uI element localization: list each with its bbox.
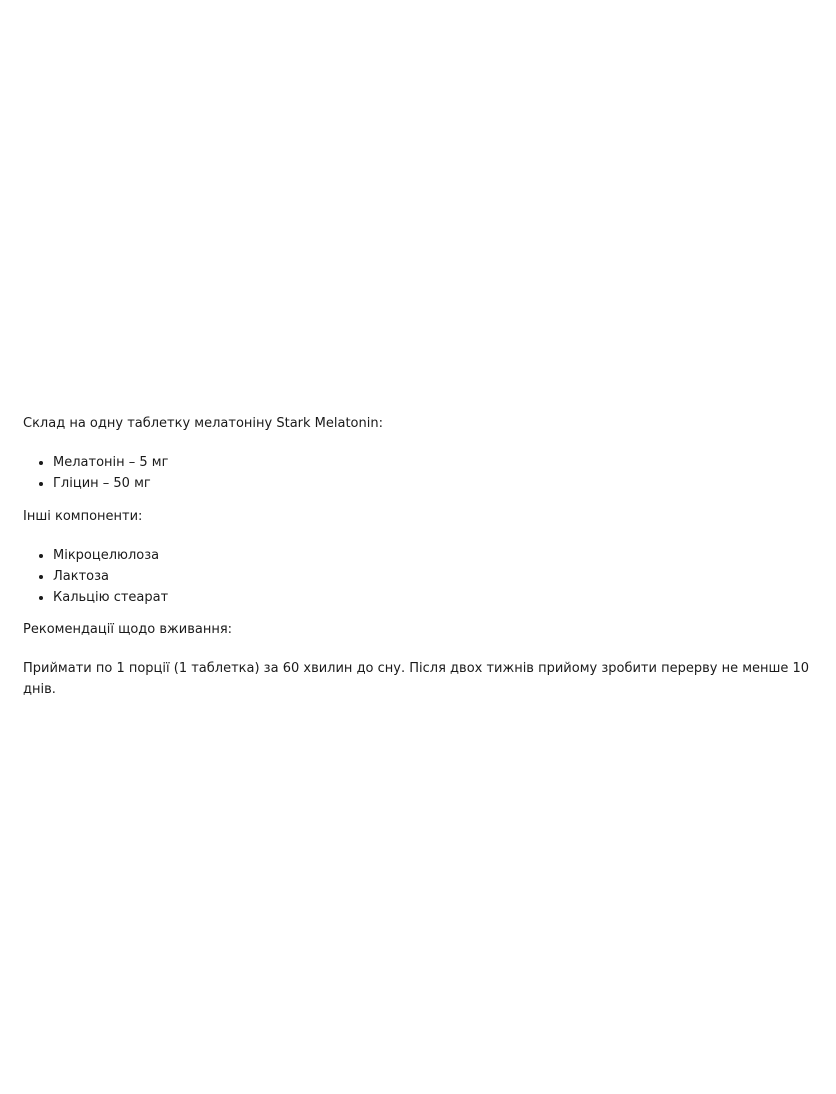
composition-heading: Склад на одну таблетку мелатоніну Stark Melatonin:: [23, 416, 383, 431]
list-item: • Кальцію стеарат: [53, 587, 813, 608]
recommendations-heading: Рекомендації щодо вживання:: [23, 622, 233, 637]
list-item: • Лактоза: [53, 566, 813, 587]
other-components-list: [23, 545, 813, 608]
list-item: • Гліцин – 50 мг: [53, 473, 813, 494]
list-item: • Мелатонін – 5 мг: [53, 452, 813, 473]
list-item: • Мікроцелюлоза: [53, 545, 813, 566]
other-components-heading: Інші компоненти:: [23, 509, 143, 524]
composition-list: [23, 452, 813, 494]
recommendations-text: Приймати по 1 порції (1 таблетка) за 60 хвилин до сну. Після двох тижнів прийому зробити перерву не менше 10 днів.: [23, 661, 810, 697]
product-description: [23, 413, 813, 700]
